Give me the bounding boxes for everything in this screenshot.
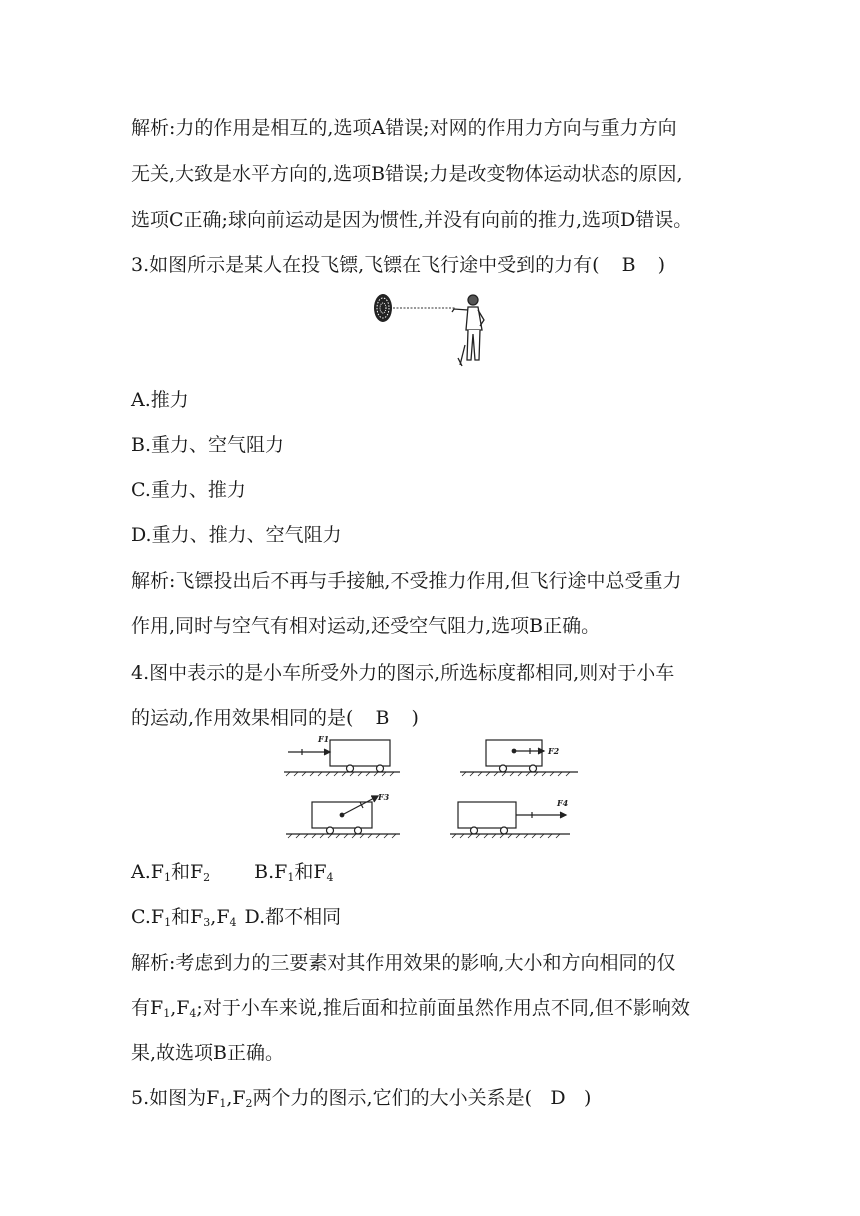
- force-arrow-f4: [516, 812, 566, 818]
- q4-options-row-2: [131, 905, 341, 935]
- label-f4: F4: [557, 798, 569, 808]
- cart-2: [460, 740, 578, 776]
- q2-analysis-line-3: 选项C正确;球向前运动是因为惯性,并没有向前的推力,选项D错误。: [131, 209, 693, 231]
- q5-answer: D: [550, 1087, 566, 1109]
- q3-stem-prefix: 3.如图所示是某人在投飞镖,飞镖在飞行途中受到的力有(: [131, 254, 600, 276]
- force-arrow-f1: [288, 749, 330, 755]
- q4-answer: B: [375, 707, 390, 729]
- q4-analysis-line-1: 解析:考虑到力的三要素对其作用效果的影响,大小和方向相同的仅: [131, 952, 676, 974]
- q4-stem-prefix: 的运动,作用效果相同的是(: [131, 707, 354, 729]
- q5-stem: 5.如图为$F_1,F_2$两个力的图示,它们的大小关系是( D ): [131, 1087, 592, 1110]
- q3-option-b: B.重力、空气阻力: [131, 434, 285, 456]
- label-f3: F3: [378, 792, 390, 802]
- cart-1: [284, 740, 400, 776]
- q4-option-d: D.都不相同: [244, 906, 342, 928]
- q2-analysis-line-1: 解析:力的作用是相互的,选项A错误;对网的作用力方向与重力方向: [131, 117, 677, 139]
- q4-stem-suffix: ): [411, 707, 419, 729]
- q4-stem-line-2: [131, 706, 419, 730]
- q4-option-c: $C.F_1$和$F_3,F_4$: [131, 906, 237, 929]
- q2-analysis-line-2: 无关,大致是水平方向的,选项B错误;力是改变物体运动状态的原因,: [131, 163, 683, 185]
- q3-option-d: D.重力、推力、空气阻力: [131, 524, 342, 546]
- cart-3: [286, 802, 400, 838]
- q4-options-row-1: [131, 860, 334, 890]
- q4-analysis-line-2: 有$F_1,F_4$;对于小车来说,推后面和拉前面虽然作用点不同,但不影响效: [131, 997, 690, 1020]
- cart-4: [450, 802, 570, 838]
- q3-analysis-line-1: 解析:飞镖投出后不再与手接触,不受推力作用,但飞行途中总受重力: [131, 570, 682, 592]
- q4-option-b: $B.F_1$和$F_4$: [254, 861, 334, 884]
- q3-option-a: A.推力: [131, 389, 189, 411]
- q3-option-c: C.重力、推力: [131, 479, 246, 501]
- q3-analysis-line-2: 作用,同时与空气有相对运动,还受空气阻力,选项B正确。: [131, 615, 601, 637]
- label-f2: F2: [548, 746, 560, 756]
- q4-stem-line-1: 4.图中表示的是小车所受外力的图示,所选标度都相同,则对于小车: [131, 662, 675, 684]
- dart-thrower-figure: [368, 290, 498, 370]
- q3-answer: B: [621, 254, 636, 276]
- q3-stem: [131, 253, 665, 277]
- force-arrow-f2: [512, 748, 544, 754]
- q4-analysis-line-3: 果,故选项B正确。: [131, 1042, 285, 1064]
- cart-force-figure: [280, 730, 590, 845]
- dartboard: [374, 294, 392, 322]
- q4-option-a: $A.F_1$和$F_2$: [131, 861, 211, 884]
- thrower-person: [452, 295, 484, 366]
- q3-stem-suffix: ): [657, 254, 666, 276]
- label-f1: F1: [318, 734, 330, 744]
